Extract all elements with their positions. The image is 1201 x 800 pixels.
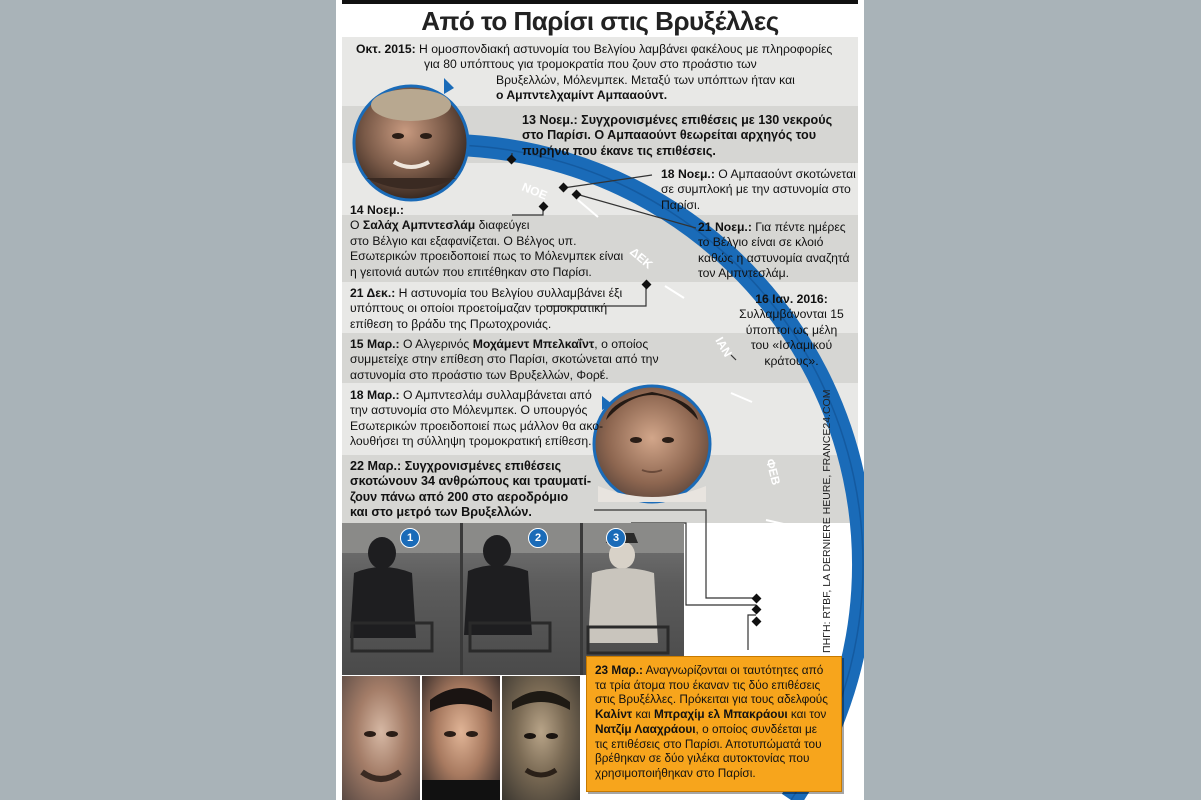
infographic-page	[336, 0, 864, 800]
event-nov13: 13 Νοεμ.: Συγχρονισμένες επιθέσεις με 130 νεκρούς στο Παρίσι. Ο Αμπααούντ θεωρείται αρχηγός του πυρήνα που έκανε τις επιθέσεις.	[522, 113, 833, 158]
photo-number-3: 3	[606, 528, 626, 548]
event-mar22: 22 Μαρ.: Συγχρονισμένες επιθέσεις σκοτώνουν 34 ανθρώπους και τραυματί- ζουν πάνω από 200 στο αεροδρόμιο και στο μετρό των Βρυξελλών.	[350, 459, 592, 520]
source-credit: ΠΗΓΗ: RTBF, LA DERNIERE HEURE, FRANCE24.COM	[821, 389, 833, 653]
event-mar23-box	[586, 656, 842, 792]
event-dec21: 21 Δεκ.: Η αστυνομία του Βελγίου συλλαμβάνει έξι υπόπτους οι οποίοι προετοίμαζαν τρομοκρατική επίθεση το βράδυ της Πρωτοχρονιάς.	[350, 286, 623, 331]
event-nov21: 21 Νοεμ.: Για πέντε ημέρες το Βέλγιο είναι σε κλοιό καθώς η αστυνομία αναζητά τον Αμπντεσλάμ.	[698, 220, 850, 281]
abdeslam-portrait	[594, 386, 710, 502]
photo-number-1: 1	[400, 528, 420, 548]
event-nov18: 18 Νοεμ.: Ο Αμπααούντ σκοτώνεται σε συμπλοκή με την αστυνομία στο Παρίσι.	[661, 167, 856, 212]
suspect-photo-2	[422, 676, 500, 800]
month-label-nov: ΝΟΕ	[519, 179, 550, 203]
event-oct2015: Οκτ. 2015: Η ομοσπονδιακή αστυνομία του Βελγίου λαμβάνει φακέλους με πληροφορίες για 80 υπόπτους για τρομοκρατία που ζουν στο προάστιο των Βρυξελλών, Μόλενμπεκ. Μεταξύ των υπόπτων ήταν και ο Αμπντελχαμίντ Αμπααούντ.	[356, 42, 833, 103]
month-label-feb: ΦΕΒ	[763, 457, 784, 487]
suspect-photo-3	[502, 676, 580, 800]
event-jan16: 16 Ιαν. 2016: Συλλαμβάνονται 15 ύποπτοι ως μέλη του «Ισλαμικού κράτους».	[739, 292, 844, 368]
page-title: Από το Παρίσι στις Βρυξέλλες	[421, 6, 779, 36]
cctv-figures	[342, 523, 684, 675]
month-label-jan: ΙΑΝ	[712, 334, 735, 360]
event-mar15: 15 Μαρ.: Ο Αλγερινός Μοχάμεντ Μπελκαΐντ, ο οποίος συμμετείχε στην επίθεση στο Παρίσι, σκοτώνεται από την αστυνομία στο προάστιο των Βρυξελλών, Φορέ.	[350, 337, 659, 382]
photo-number-2: 2	[528, 528, 548, 548]
month-label-dec: ΔΕΚ	[627, 244, 656, 272]
event-mar23: 23 Μαρ.: Αναγνωρίζονται οι ταυτότητες από τα τρία άτομα που έκαναν τις δύο επιθέσεις στις Βρυξέλλες. Πρόκειται για τους αδελφούς Καλίντ και Μπραχίμ ελ Μπακράουι και τον Νατζίμ Λααχράουι, ο οποίος συνδέεται με τις επιθέσεις στο Παρίσι. Αποτυπώματά του βρέθηκαν σε δύο γιλέκα αυτοκτονίας που χρησιμοποιήθηκαν στο Παρίσι.	[595, 663, 828, 780]
suspect-photo-1	[342, 676, 420, 800]
event-mar18: 18 Μαρ.: Ο Αμπντεσλάμ συλλαμβάνεται από την αστυνομία στο Μόλενμπεκ. Ο υπουργός Εσωτερικών προειδοποιεί πως μάλλον θα ακο- λουθήσει τη σύλληψη τρομοκρατική επίθεση.	[350, 388, 604, 449]
month-label-mar: ΜΑΡ	[785, 579, 802, 607]
event-nov14: 14 Νοεμ.: Ο Σαλάχ Αμπντεσλάμ διαφεύγει στο Βέλγιο και εξαφανίζεται. Ο Βέλγος υπ. Εσωτερικών προειδοποιεί πως το Μόλενμπεκ είναι η γειτονιά αυτών που επιτέθηκαν στο Παρίσι.	[350, 203, 624, 279]
cctv-airport-photo	[342, 523, 684, 675]
event-oct2015-date: Οκτ. 2015:	[356, 42, 416, 56]
